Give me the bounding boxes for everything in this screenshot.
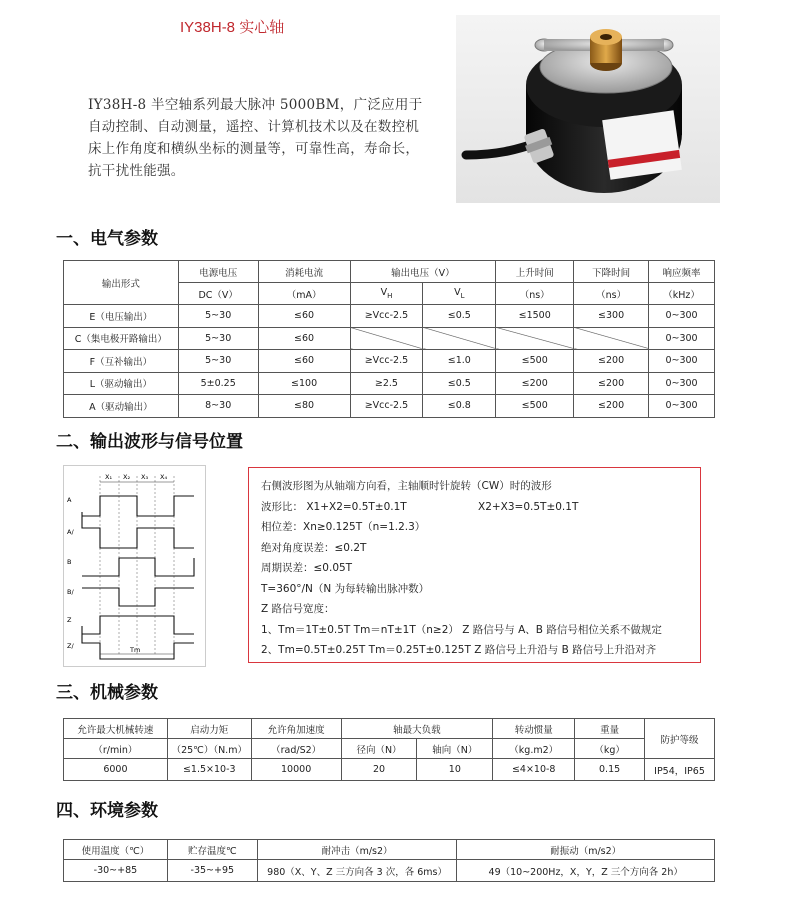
signal-z-label: Z xyxy=(67,616,72,624)
header-freq: 响应频率 xyxy=(649,261,715,283)
empty-cell xyxy=(496,327,574,350)
header-rise: 上升时间 xyxy=(496,261,574,283)
note-line: T=360°/N（N 为每转输出脉冲数） xyxy=(261,582,430,595)
header-start-torque: 启动力矩 xyxy=(167,719,251,739)
header-vl: $V_L$ xyxy=(423,283,496,305)
encoder-photo xyxy=(456,15,720,203)
tm-label: Tm xyxy=(130,646,141,654)
table-row: -30~+85 -35~+95 980（X、Y、Z 三方向各 3 次，各 6ms） 49（10~200Hz，X，Y，Z 三个方向各 2h） xyxy=(64,860,715,882)
header-fall: 下降时间 xyxy=(574,261,649,283)
x2-label: X₂ xyxy=(123,473,131,481)
electrical-params-table xyxy=(63,260,715,418)
note-line: Z 路信号宽度： xyxy=(261,603,335,615)
header-fall-unit: （ns） xyxy=(574,283,649,305)
header-weight: 重量 xyxy=(575,719,645,739)
x3-label: X₃ xyxy=(141,473,149,481)
intro-text: IY38H-8 半空轴系列最大脉冲 5000BM，广泛应用于自动控制、自动测量，遥控、计算机技术以及在数控机床上作角度和横纵坐标的测量等，可靠性高，寿命长，抗干扰性能强。 xyxy=(88,97,423,179)
header-freq-unit: （kHz） xyxy=(649,283,715,305)
header-inertia: 转动惯量 xyxy=(493,719,575,739)
section-mechanical-heading: 三、机械参数 xyxy=(56,683,158,703)
header-output: 输出形式 xyxy=(64,261,179,305)
empty-cell xyxy=(574,327,649,350)
header-rise-unit: （ns） xyxy=(496,283,574,305)
header-storage-temp: 贮存温度℃ xyxy=(167,840,257,860)
header-current: 消耗电流 xyxy=(258,261,350,283)
header-voltage: 电源电压 xyxy=(178,261,258,283)
mechanical-params-table: 允许最大机械转速 启动力矩 允许角加速度 轴最大负载 转动惯量 重量 防护等级 （r/min） （25℃）（N.m） （rad/S2） 径向（N） 轴向（N） （kg.m2） （kg） 6000 ≤1.5×10-3 10000 20 10 ≤4×10-8 0.15 IP54，IP65 xyxy=(63,718,715,781)
header-operating-temp: 使用温度（℃） xyxy=(64,840,168,860)
header-shock: 耐冲击（m/s2） xyxy=(257,840,457,860)
table-row: E（电压输出） 5~30 ≤60 ≥Vcc-2.5 ≤0.5 ≤1500 ≤300 0~300 xyxy=(64,305,715,328)
signal-a-label: A xyxy=(67,496,72,504)
header-current-unit: （mA） xyxy=(258,283,350,305)
signal-b-label: B xyxy=(67,558,72,566)
table-row: L（驱动输出） 5±0.25 ≤100 ≥2.5 ≤0.5 ≤200 ≤200 0~300 xyxy=(64,372,715,395)
header-shaft-load: 轴最大负载 xyxy=(341,719,493,739)
header-output-voltage: 输出电压（V） xyxy=(350,261,496,283)
section-environment-heading: 四、环境参数 xyxy=(56,801,158,821)
note-line: 波形比： X1+X2=0.5T±0.1T X2+X3=0.5T±0.1T xyxy=(261,500,579,513)
note-line: 右侧波形图为从轴端方向看，主轴顺时针旋转（CW）时的波形 xyxy=(261,480,552,492)
header-protection: 防护等级 xyxy=(645,719,715,759)
table-row: C（集电极开路输出） 5~30 ≤60 0~300 xyxy=(64,327,715,350)
table-row: A（驱动输出） 8~30 ≤80 ≥Vcc-2.5 ≤0.8 ≤500 ≤200 0~300 xyxy=(64,395,715,418)
section-electrical-heading: 一、电气参数 xyxy=(56,229,158,249)
empty-cell xyxy=(350,327,423,350)
note-line: 相位差：Xn≥0.125T（n=1.2.3） xyxy=(261,521,426,533)
product-title: IY38H-8 实心轴 xyxy=(180,19,285,36)
empty-cell xyxy=(423,327,496,350)
signal-a-bar-label: A/ xyxy=(67,528,74,536)
header-voltage-unit: DC（V） xyxy=(178,283,258,305)
header-axial: 轴向（N） xyxy=(417,739,493,759)
header-angular-accel: 允许角加速度 xyxy=(251,719,341,739)
x1-label: X₁ xyxy=(105,473,113,481)
waveform-notes xyxy=(248,467,701,663)
waveform-diagram xyxy=(63,465,206,667)
table-row: 6000 ≤1.5×10-3 10000 20 10 ≤4×10-8 0.15 IP54，IP65 xyxy=(64,759,715,781)
environment-params-table xyxy=(63,839,715,882)
x4-label: X₄ xyxy=(160,473,168,481)
table-row: F（互补输出） 5~30 ≤60 ≥Vcc-2.5 ≤1.0 ≤500 ≤200 0~300 xyxy=(64,350,715,373)
note-line: 绝对角度误差：≤0.2T xyxy=(261,541,367,554)
header-max-speed: 允许最大机械转速 xyxy=(64,719,168,739)
note-line: 周期误差：≤0.05T xyxy=(261,562,353,574)
section-waveform-heading: 二、输出波形与信号位置 xyxy=(56,432,243,452)
header-vh: $V_H$ xyxy=(350,283,423,305)
header-vibration: 耐振动（m/s2） xyxy=(457,840,715,860)
note-line: 2、Tm=0.5T±0.25T Tm＝0.25T±0.125T Z 路信号上升沿与 B 路信号上升沿对齐 xyxy=(261,644,657,656)
signal-z-bar-label: Z/ xyxy=(67,642,74,650)
signal-b-bar-label: B/ xyxy=(67,588,74,596)
note-line: 1、Tm＝1T±0.5T Tm＝nT±1T（n≥2） Z 路信号与 A、B 路信号相位关系不做规定 xyxy=(261,623,662,636)
header-radial: 径向（N） xyxy=(341,739,417,759)
